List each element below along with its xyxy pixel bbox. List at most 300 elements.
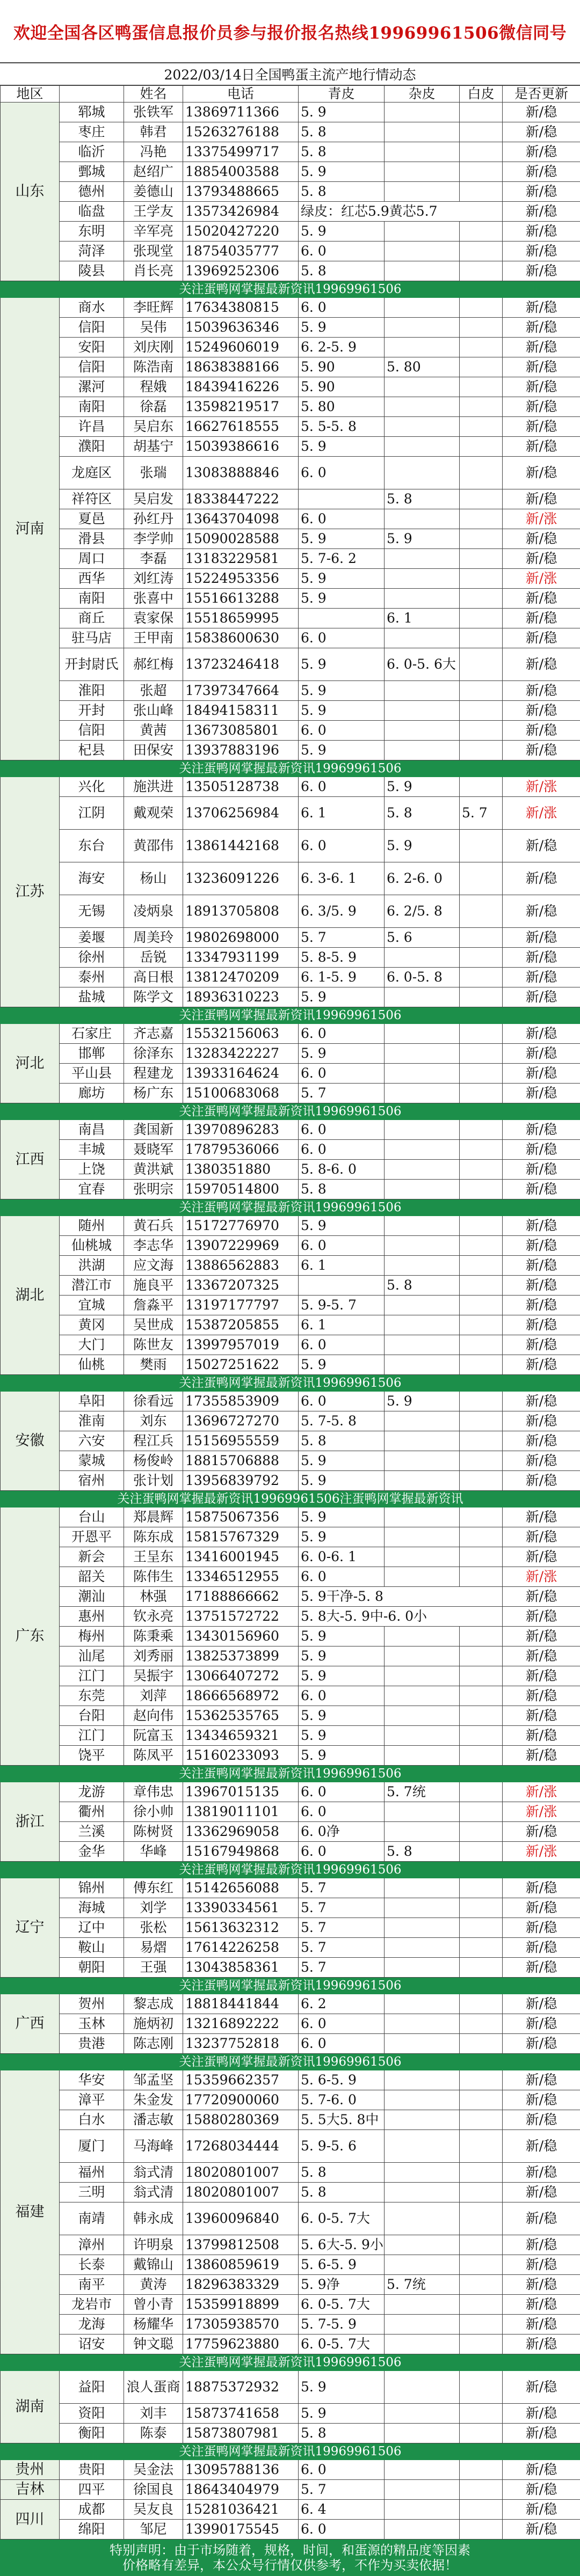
phone-cell: 13434659321 bbox=[183, 1726, 299, 1746]
region-cell: 山东 bbox=[1, 103, 60, 281]
area-cell: 江门 bbox=[60, 1726, 124, 1746]
table-row bbox=[1, 222, 580, 241]
phone-cell: 15387205855 bbox=[183, 1315, 299, 1335]
table-row bbox=[1, 162, 580, 182]
area-cell: 临沂 bbox=[60, 142, 124, 162]
region-cell: 福建 bbox=[1, 2070, 60, 2354]
region-cell: 湖南 bbox=[1, 2371, 60, 2443]
green-shell-price-cell: 6. 0 bbox=[299, 1567, 385, 1587]
area-cell: 东台 bbox=[60, 830, 124, 862]
area-cell: 资阳 bbox=[60, 2404, 124, 2424]
area-cell: 徐州 bbox=[60, 948, 124, 968]
area-cell: 枣庄 bbox=[60, 122, 124, 142]
mixed-shell-price-cell bbox=[385, 1296, 460, 1315]
area-cell: 海安 bbox=[60, 862, 124, 895]
green-shell-price-cell: 6. 0 bbox=[299, 1686, 385, 1706]
phone-cell: 13347931199 bbox=[183, 948, 299, 968]
green-shell-price-cell: 6. 3/5. 9 bbox=[299, 895, 385, 928]
ad-bar-row bbox=[1, 1007, 580, 1024]
table-row bbox=[1, 2183, 580, 2202]
phone-cell: 18643404979 bbox=[183, 2480, 299, 2500]
phone-cell: 17720900060 bbox=[183, 2090, 299, 2110]
green-shell-price-cell: 5. 9 bbox=[299, 2404, 385, 2424]
table-row bbox=[1, 2070, 580, 2090]
mixed-shell-price-cell bbox=[385, 2110, 460, 2130]
region-cell: 江苏 bbox=[1, 777, 60, 1007]
contact-name-cell: 辛军亮 bbox=[124, 222, 183, 241]
mixed-shell-price-cell: 5. 8 bbox=[385, 1842, 460, 1862]
update-status-cell: 新/稳 bbox=[503, 2110, 580, 2130]
mixed-shell-price-cell bbox=[385, 2202, 460, 2235]
ad-bar-text: 关注蛋鸭网掌握最新资讯19969961506 bbox=[1, 1862, 580, 1878]
ad-bar-row bbox=[1, 1766, 580, 1782]
contact-name-cell: 陈浩南 bbox=[124, 357, 183, 377]
mixed-shell-price-cell bbox=[385, 1335, 460, 1355]
phone-cell: 18296383329 bbox=[183, 2275, 299, 2295]
contact-name-cell: 冯艳 bbox=[124, 142, 183, 162]
area-cell: 宜春 bbox=[60, 1180, 124, 1199]
area-cell: 上饶 bbox=[60, 1160, 124, 1180]
contact-name-cell: 李旺辉 bbox=[124, 298, 183, 318]
table-row bbox=[1, 2424, 580, 2443]
table-row bbox=[1, 182, 580, 202]
contact-name-cell: 钦永亮 bbox=[124, 1607, 183, 1627]
table-row bbox=[1, 2500, 580, 2520]
green-shell-price-cell: 6. 0 bbox=[299, 1335, 385, 1355]
update-status-cell: 新/稳 bbox=[503, 2163, 580, 2183]
contact-name-cell: 王甲南 bbox=[124, 628, 183, 648]
table-row bbox=[1, 2014, 580, 2034]
green-shell-price-cell: 6. 4 bbox=[299, 2500, 385, 2520]
white-shell-price-cell bbox=[460, 377, 503, 397]
table-header-row bbox=[1, 86, 580, 103]
update-status-cell: 新/稳 bbox=[503, 298, 580, 318]
area-cell: 开恩平 bbox=[60, 1527, 124, 1547]
update-status-cell: 新/稳 bbox=[503, 2460, 580, 2480]
area-cell: 信阳 bbox=[60, 357, 124, 377]
table-row bbox=[1, 1411, 580, 1431]
contact-name-cell: 詹淼平 bbox=[124, 1296, 183, 1315]
area-cell: 诏安 bbox=[60, 2334, 124, 2354]
green-shell-price-cell: 6. 0-6. 1 bbox=[299, 1547, 385, 1567]
area-cell: 玉林 bbox=[60, 2014, 124, 2034]
green-shell-price-cell: 5. 9 bbox=[299, 1627, 385, 1646]
white-shell-price-cell bbox=[460, 1507, 503, 1527]
mixed-shell-price-cell bbox=[385, 509, 460, 529]
update-status-cell: 新/稳 bbox=[503, 2183, 580, 2202]
mixed-shell-price-cell bbox=[385, 1567, 460, 1587]
green-shell-price-cell: 5. 8 bbox=[299, 142, 385, 162]
phone-cell: 13197177797 bbox=[183, 1296, 299, 1315]
phone-cell: 13183229581 bbox=[183, 549, 299, 569]
mixed-shell-price-cell: 5. 9 bbox=[385, 830, 460, 862]
mixed-shell-price-cell bbox=[385, 2480, 460, 2500]
green-shell-price-cell: 5. 7 bbox=[299, 1084, 385, 1103]
phone-cell: 13997957019 bbox=[183, 1335, 299, 1355]
update-status-cell: 新/稳 bbox=[503, 1958, 580, 1978]
mixed-shell-price-cell bbox=[385, 2163, 460, 2183]
contact-name-cell: 吴启东 bbox=[124, 417, 183, 437]
header-white-shell: 白皮 bbox=[460, 86, 503, 103]
white-shell-price-cell bbox=[460, 987, 503, 1007]
mixed-shell-price-cell bbox=[385, 377, 460, 397]
contact-name-cell: 刘丰 bbox=[124, 2404, 183, 2424]
region-cell: 辽宁 bbox=[1, 1878, 60, 1978]
contact-name-cell: 吴启发 bbox=[124, 489, 183, 509]
green-shell-price-cell: 5. 80 bbox=[299, 397, 385, 417]
mixed-shell-price-cell bbox=[385, 417, 460, 437]
green-shell-price-cell: 6. 1 bbox=[299, 797, 385, 830]
table-row bbox=[1, 1160, 580, 1180]
white-shell-price-cell bbox=[460, 1646, 503, 1666]
contact-name-cell: 陈秉乘 bbox=[124, 1627, 183, 1646]
white-shell-price-cell bbox=[460, 261, 503, 281]
area-cell: 郓城 bbox=[60, 103, 124, 122]
green-shell-price-cell: 5. 9 bbox=[299, 1726, 385, 1746]
area-cell: 商丘 bbox=[60, 609, 124, 628]
white-shell-price-cell bbox=[460, 777, 503, 797]
phone-cell: 18494158311 bbox=[183, 701, 299, 721]
update-status-cell: 新/稳 bbox=[503, 437, 580, 457]
green-shell-price-cell: 5. 6大-5. 9小 bbox=[299, 2235, 385, 2255]
contact-name-cell: 马海峰 bbox=[124, 2130, 183, 2163]
contact-name-cell: 赵绍广 bbox=[124, 162, 183, 182]
disclaimer-footer bbox=[0, 2540, 580, 2576]
table-row bbox=[1, 1180, 580, 1199]
contact-name-cell: 胡基宁 bbox=[124, 437, 183, 457]
green-shell-price-cell: 6. 0 bbox=[299, 1392, 385, 1411]
white-shell-price-cell bbox=[460, 357, 503, 377]
mixed-shell-price-cell: 5. 7统 bbox=[385, 2275, 460, 2295]
contact-name-cell: 王呈东 bbox=[124, 1547, 183, 1567]
area-cell: 贵港 bbox=[60, 2034, 124, 2054]
phone-cell: 13083888846 bbox=[183, 457, 299, 489]
update-status-cell: 新/稳 bbox=[503, 222, 580, 241]
phone-cell: 18020801007 bbox=[183, 2163, 299, 2183]
table-row bbox=[1, 2202, 580, 2235]
table-row bbox=[1, 741, 580, 760]
phone-cell: 13236091226 bbox=[183, 862, 299, 895]
table-row bbox=[1, 529, 580, 549]
table-row bbox=[1, 797, 580, 830]
area-cell: 黄冈 bbox=[60, 1315, 124, 1335]
mixed-shell-price-cell bbox=[385, 741, 460, 760]
green-shell-price-cell: 6. 0 bbox=[299, 241, 385, 261]
phone-cell: 17188866662 bbox=[183, 1587, 299, 1607]
update-status-cell: 新/稳 bbox=[503, 1507, 580, 1527]
phone-cell: 13390334561 bbox=[183, 1898, 299, 1918]
area-cell: 梅州 bbox=[60, 1627, 124, 1646]
mixed-shell-price-cell bbox=[385, 589, 460, 609]
phone-cell: 13362969058 bbox=[183, 1822, 299, 1842]
update-status-cell: 新/稳 bbox=[503, 2275, 580, 2295]
area-cell: 信阳 bbox=[60, 318, 124, 338]
white-shell-price-cell bbox=[460, 569, 503, 589]
mixed-shell-price-cell bbox=[385, 1646, 460, 1666]
report-title: 2022/03/14日全国鸭蛋主流产地行情动态 bbox=[0, 63, 580, 85]
ad-bar-text: 关注蛋鸭网掌握最新资讯19969961506 bbox=[1, 1978, 580, 1994]
green-shell-price-cell: 5. 9-5. 6 bbox=[299, 2130, 385, 2163]
green-shell-price-cell: 5. 9 bbox=[299, 162, 385, 182]
area-cell: 陵县 bbox=[60, 261, 124, 281]
green-shell-price-cell: 5. 9净 bbox=[299, 2275, 385, 2295]
mixed-shell-price-cell bbox=[385, 1411, 460, 1431]
phone-cell: 17397347664 bbox=[183, 681, 299, 701]
white-shell-price-cell bbox=[460, 2480, 503, 2500]
table-row bbox=[1, 1335, 580, 1355]
table-row bbox=[1, 928, 580, 948]
white-shell-price-cell bbox=[460, 529, 503, 549]
phone-cell: 15873741658 bbox=[183, 2404, 299, 2424]
table-row bbox=[1, 1140, 580, 1160]
table-row bbox=[1, 1507, 580, 1527]
green-shell-price-cell: 6. 0 bbox=[299, 721, 385, 741]
table-row bbox=[1, 318, 580, 338]
phone-cell: 15518659995 bbox=[183, 609, 299, 628]
mixed-shell-price-cell: 5. 8 bbox=[385, 797, 460, 830]
green-shell-price-cell bbox=[299, 609, 385, 628]
green-shell-price-cell: 6. 0 bbox=[299, 1120, 385, 1140]
ad-bar-text: 关注蛋鸭网掌握最新资讯19969961506 bbox=[1, 2354, 580, 2371]
contact-name-cell: 韩君 bbox=[124, 122, 183, 142]
mixed-shell-price-cell bbox=[385, 1236, 460, 1256]
update-status-cell: 新/稳 bbox=[503, 1666, 580, 1686]
green-shell-price-cell bbox=[299, 489, 385, 509]
contact-name-cell: 黄石兵 bbox=[124, 1216, 183, 1236]
white-shell-price-cell bbox=[460, 489, 503, 509]
contact-name-cell: 施炳初 bbox=[124, 2014, 183, 2034]
table-row bbox=[1, 2110, 580, 2130]
mixed-shell-price-cell bbox=[385, 2130, 460, 2163]
update-status-cell: 新/稳 bbox=[503, 2334, 580, 2354]
table-row bbox=[1, 1276, 580, 1296]
mixed-shell-price-cell bbox=[385, 222, 460, 241]
area-cell: 贺州 bbox=[60, 1994, 124, 2014]
table-row bbox=[1, 2090, 580, 2110]
phone-cell: 13869711366 bbox=[183, 103, 299, 122]
area-cell: 锦州 bbox=[60, 1878, 124, 1898]
mixed-shell-price-cell bbox=[385, 261, 460, 281]
white-shell-price-cell bbox=[460, 1180, 503, 1199]
contact-name-cell: 张瑞 bbox=[124, 457, 183, 489]
mixed-shell-price-cell bbox=[385, 987, 460, 1007]
update-status-cell: 新/稳 bbox=[503, 1994, 580, 2014]
area-cell: 菏泽 bbox=[60, 241, 124, 261]
mixed-shell-price-cell bbox=[385, 2070, 460, 2090]
update-status-cell: 新/稳 bbox=[503, 1120, 580, 1140]
area-cell: 南阳 bbox=[60, 589, 124, 609]
area-cell: 淮南 bbox=[60, 1411, 124, 1431]
area-cell: 朝阳 bbox=[60, 1958, 124, 1978]
region-cell: 江西 bbox=[1, 1120, 60, 1199]
area-cell: 仙桃 bbox=[60, 1355, 124, 1375]
table-row bbox=[1, 1607, 580, 1627]
mixed-shell-price-cell bbox=[385, 1355, 460, 1375]
table-row bbox=[1, 1527, 580, 1547]
phone-cell: 18818441844 bbox=[183, 1994, 299, 2014]
phone-cell: 15027251622 bbox=[183, 1355, 299, 1375]
white-shell-price-cell bbox=[460, 2295, 503, 2315]
update-status-cell: 新/稳 bbox=[503, 701, 580, 721]
update-status-cell: 新/稳 bbox=[503, 2520, 580, 2540]
update-status-cell: 新/稳 bbox=[503, 2130, 580, 2163]
phone-cell: 15224953356 bbox=[183, 569, 299, 589]
announcement-banner: 欢迎全国各区鸭蛋信息报价员参与报价报名热线19969961506微信同号 bbox=[0, 0, 580, 63]
table-row bbox=[1, 338, 580, 357]
mixed-shell-price-cell: 6. 0-5. 6大 bbox=[385, 648, 460, 681]
phone-cell: 18913705808 bbox=[183, 895, 299, 928]
ad-bar-row bbox=[1, 2054, 580, 2070]
area-cell: 阜阳 bbox=[60, 1392, 124, 1411]
contact-name-cell: 刘学 bbox=[124, 1898, 183, 1918]
update-status-cell: 新/稳 bbox=[503, 182, 580, 202]
mixed-shell-price-cell bbox=[385, 1547, 460, 1567]
white-shell-price-cell bbox=[460, 1666, 503, 1686]
green-shell-price-cell: 5. 9 bbox=[299, 437, 385, 457]
phone-cell: 13723246418 bbox=[183, 648, 299, 681]
green-shell-price-cell: 6. 3-6. 1 bbox=[299, 862, 385, 895]
white-shell-price-cell bbox=[460, 1431, 503, 1451]
update-status-cell: 新/稳 bbox=[503, 1451, 580, 1471]
table-row bbox=[1, 648, 580, 681]
contact-name-cell: 华峰 bbox=[124, 1842, 183, 1862]
table-row bbox=[1, 437, 580, 457]
contact-name-cell: 张明宗 bbox=[124, 1180, 183, 1199]
contact-name-cell: 吴友良 bbox=[124, 2500, 183, 2520]
green-shell-price-cell: 6. 0-5. 7大 bbox=[299, 2202, 385, 2235]
white-shell-price-cell bbox=[460, 2202, 503, 2235]
region-cell: 贵州 bbox=[1, 2460, 60, 2480]
white-shell-price-cell bbox=[460, 2334, 503, 2354]
ad-bar-text: 关注蛋鸭网掌握最新资讯19969961506 bbox=[1, 281, 580, 298]
ad-bar-row bbox=[1, 1375, 580, 1392]
area-cell: 宿州 bbox=[60, 1471, 124, 1491]
area-cell: 韶关 bbox=[60, 1567, 124, 1587]
table-row bbox=[1, 2163, 580, 2183]
white-shell-price-cell bbox=[460, 830, 503, 862]
green-shell-price-cell: 5. 9 bbox=[299, 222, 385, 241]
green-shell-price-cell: 5. 8-6. 0 bbox=[299, 1160, 385, 1180]
table-row bbox=[1, 1547, 580, 1567]
area-cell: 平山县 bbox=[60, 1064, 124, 1084]
update-status-cell: 新/涨 bbox=[503, 1782, 580, 1802]
update-status-cell: 新/稳 bbox=[503, 1392, 580, 1411]
phone-cell: 15172776970 bbox=[183, 1216, 299, 1236]
phone-cell: 15090028588 bbox=[183, 529, 299, 549]
area-cell: 大门 bbox=[60, 1335, 124, 1355]
update-status-cell: 新/稳 bbox=[503, 1064, 580, 1084]
phone-cell: 15156955559 bbox=[183, 1431, 299, 1451]
green-shell-price-cell: 5. 9 bbox=[299, 741, 385, 760]
update-status-cell: 新/稳 bbox=[503, 1746, 580, 1766]
mixed-shell-price-cell bbox=[385, 338, 460, 357]
white-shell-price-cell bbox=[460, 701, 503, 721]
table-row bbox=[1, 489, 580, 509]
ad-bar-text: 关注蛋鸭网掌握最新资讯19969961506 bbox=[1, 2443, 580, 2460]
phone-cell: 18666568972 bbox=[183, 1686, 299, 1706]
green-shell-price-cell: 5. 9 bbox=[299, 569, 385, 589]
region-cell: 广东 bbox=[1, 1507, 60, 1766]
white-shell-price-cell bbox=[460, 437, 503, 457]
white-shell-price-cell bbox=[460, 1236, 503, 1256]
contact-name-cell: 戴观荣 bbox=[124, 797, 183, 830]
area-cell: 西华 bbox=[60, 569, 124, 589]
update-status-cell: 新/涨 bbox=[503, 569, 580, 589]
area-cell: 华安 bbox=[60, 2070, 124, 2090]
contact-name-cell: 邹尼 bbox=[124, 2520, 183, 2540]
phone-cell: 15875067356 bbox=[183, 1507, 299, 1527]
update-status-cell: 新/稳 bbox=[503, 895, 580, 928]
white-shell-price-cell bbox=[460, 1686, 503, 1706]
table-row bbox=[1, 701, 580, 721]
update-status-cell: 新/稳 bbox=[503, 357, 580, 377]
phone-cell: 13095788136 bbox=[183, 2460, 299, 2480]
mixed-shell-price-cell bbox=[385, 1064, 460, 1084]
table-row bbox=[1, 1958, 580, 1978]
update-status-cell: 新/稳 bbox=[503, 1726, 580, 1746]
area-cell: 白水 bbox=[60, 2110, 124, 2130]
phone-cell: 15970514800 bbox=[183, 1180, 299, 1199]
table-row bbox=[1, 1024, 580, 1044]
white-shell-price-cell bbox=[460, 2255, 503, 2275]
table-row bbox=[1, 2460, 580, 2480]
white-shell-price-cell bbox=[460, 1084, 503, 1103]
update-status-cell: 新/稳 bbox=[503, 241, 580, 261]
white-shell-price-cell bbox=[460, 1315, 503, 1335]
update-status-cell: 新/稳 bbox=[503, 417, 580, 437]
mixed-shell-price-cell bbox=[385, 1918, 460, 1938]
region-cell: 湖北 bbox=[1, 1216, 60, 1375]
contact-name-cell: 施洪进 bbox=[124, 777, 183, 797]
phone-cell: 17268034444 bbox=[183, 2130, 299, 2163]
contact-name-cell: 朱金发 bbox=[124, 2090, 183, 2110]
mixed-shell-price-cell bbox=[385, 1180, 460, 1199]
contact-name-cell: 郑晨辉 bbox=[124, 1507, 183, 1527]
mixed-shell-price-cell: 5. 8 bbox=[385, 489, 460, 509]
mixed-shell-price-cell: 5. 9 bbox=[385, 529, 460, 549]
white-shell-price-cell bbox=[460, 1471, 503, 1491]
white-shell-price-cell bbox=[460, 1782, 503, 1802]
update-status-cell: 新/稳 bbox=[503, 1024, 580, 1044]
mixed-shell-price-cell bbox=[385, 1507, 460, 1527]
table-row bbox=[1, 1686, 580, 1706]
table-row bbox=[1, 1918, 580, 1938]
table-row bbox=[1, 1782, 580, 1802]
mixed-shell-price-cell bbox=[385, 1160, 460, 1180]
header-updated: 是否更新 bbox=[503, 86, 580, 103]
mixed-shell-price-cell bbox=[385, 1315, 460, 1335]
white-shell-price-cell bbox=[460, 928, 503, 948]
header-phone: 电话 bbox=[183, 86, 299, 103]
mixed-shell-price-cell bbox=[385, 1044, 460, 1064]
mixed-shell-price-cell: 5. 7统 bbox=[385, 1782, 460, 1802]
update-status-cell: 新/稳 bbox=[503, 1646, 580, 1666]
phone-cell: 15160233093 bbox=[183, 1746, 299, 1766]
area-cell: 龙庭区 bbox=[60, 457, 124, 489]
white-shell-price-cell bbox=[460, 1044, 503, 1064]
phone-cell: 13799812508 bbox=[183, 2235, 299, 2255]
contact-name-cell: 齐志嘉 bbox=[124, 1024, 183, 1044]
green-shell-price-cell: 6. 0 bbox=[299, 1236, 385, 1256]
white-shell-price-cell bbox=[460, 2235, 503, 2255]
white-shell-price-cell bbox=[460, 103, 503, 122]
update-status-cell: 新/稳 bbox=[503, 741, 580, 760]
contact-name-cell: 曾小青 bbox=[124, 2295, 183, 2315]
green-shell-price-cell: 6. 0 bbox=[299, 298, 385, 318]
contact-name-cell: 程江兵 bbox=[124, 1431, 183, 1451]
green-shell-price-cell: 5. 90 bbox=[299, 377, 385, 397]
area-cell: 益阳 bbox=[60, 2371, 124, 2404]
